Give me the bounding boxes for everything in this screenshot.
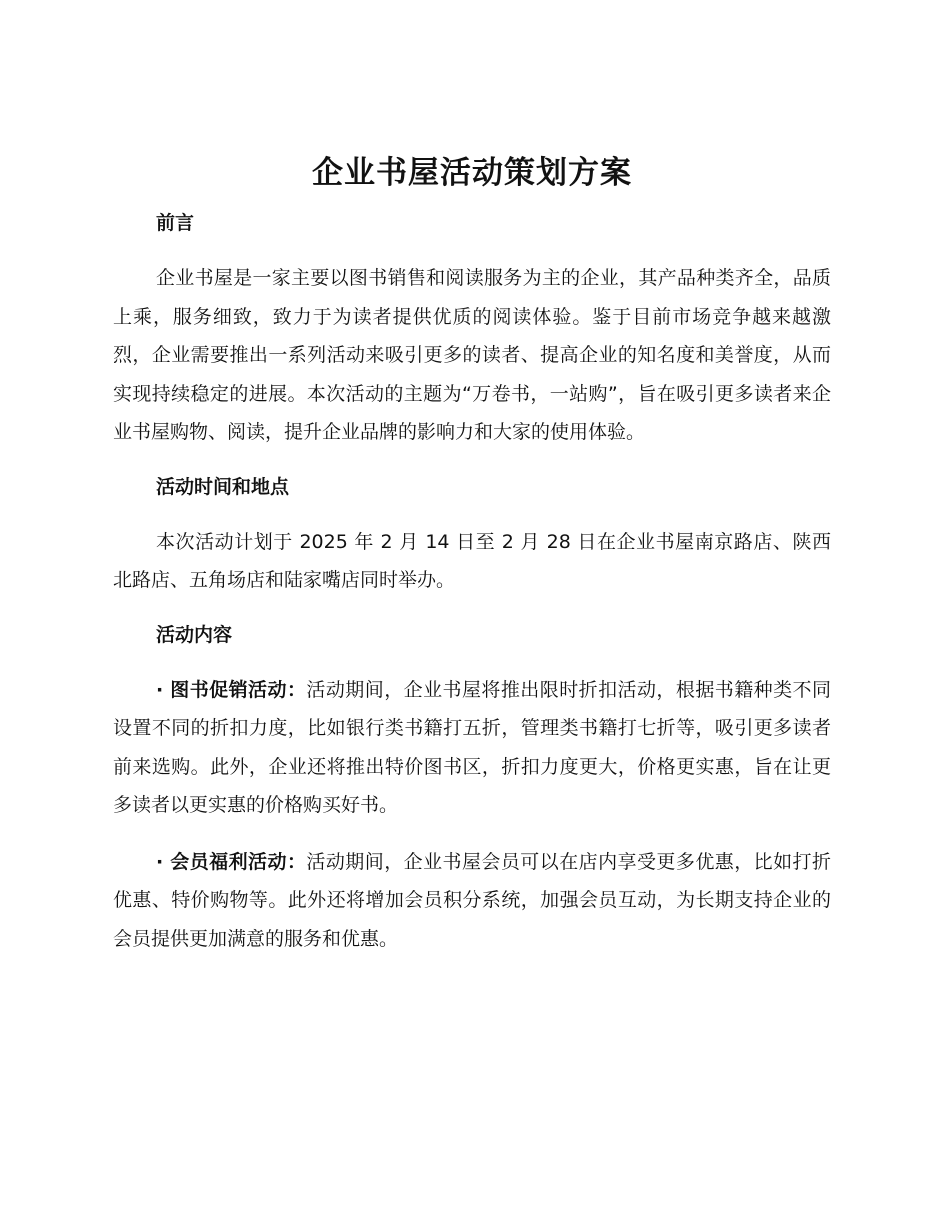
time-place-paragraph: 本次活动计划于 2025 年 2 月 14 日至 2 月 28 日在企业书屋南京路店、陕西北路店、五角场店和陆家嘴店同时举办。 [113, 530, 831, 591]
bullet-book-promotion-label: · 图书促销活动： [156, 678, 307, 701]
preface-heading: 前言 [156, 212, 195, 234]
document-title: 企业书屋活动策划方案 [312, 155, 632, 191]
content-heading: 活动内容 [156, 623, 233, 646]
bullet-book-promotion-text: 活动期间，企业书屋将推出限时折扣活动，根据书籍种类不同设置不同的折扣力度，比如银行类书籍打五折，管理类书籍打七折等，吸引更多读者前来选购。此外，企业还将推出特价图书区，折扣力度更大，价格更实惠，旨在让更多读者以更实惠的价格购买好书。 [113, 678, 831, 816]
bullet-member-benefits [113, 843, 831, 959]
time-place-heading: 活动时间和地点 [156, 475, 290, 498]
bullet-member-benefits-text: 活动期间，企业书屋会员可以在店内享受更多优惠，比如打折优惠、特价购物等。此外还将增加会员积分系统，加强会员互动，为长期支持企业的会员提供更加满意的服务和优惠。 [113, 850, 831, 950]
preface-paragraph: 企业书屋是一家主要以图书销售和阅读服务为主的企业，其产品种类齐全，品质上乘，服务细致，致力于为读者提供优质的阅读体验。鉴于目前市场竞争越来越激烈，企业需要推出一系列活动来吸引更多的读者、提高企业的知名度和美誉度，从而实现持续稳定的进展。本次活动的主题为“万卷书，一站购”，旨在吸引更多读者来企业书屋购物、阅读，提升企业品牌的影响力和大家的使用体验。 [113, 267, 831, 443]
bullet-book-promotion [113, 671, 831, 825]
bullet-member-benefits-label: · 会员福利活动： [156, 850, 307, 873]
document-page [113, 148, 831, 958]
